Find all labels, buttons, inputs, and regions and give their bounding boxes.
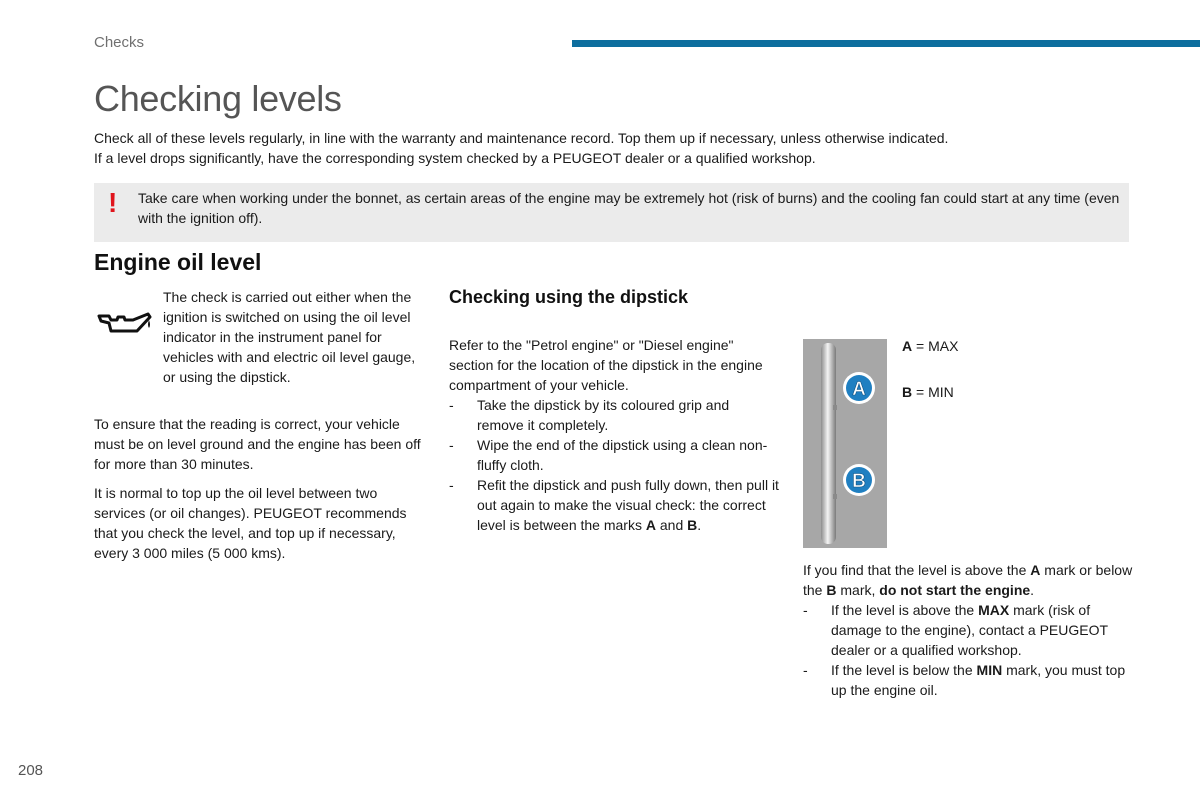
level-result-list (803, 600, 1133, 700)
list-item: - Refit the dipstick and push fully down, then pull it out again to make the visual check: the correct level is between the marks A and B. (449, 477, 779, 533)
page-title: Checking levels (94, 78, 342, 119)
dipstick-steps (449, 395, 779, 535)
warning-box (94, 183, 1129, 242)
level-result-intro: If you find that the level is above the A mark or below the B mark, do not start the engine. (803, 562, 1133, 598)
level-result (803, 560, 1133, 700)
top-up-text: It is normal to top up the oil level between two services (or oil changes). PEUGEOT recommends that you check the level, and top up if necessary, every 3 000 miles (5 000 kms). (94, 485, 407, 561)
page-number: 208 (18, 762, 44, 779)
dipstick-figure (803, 339, 887, 548)
intro-text (94, 128, 1134, 168)
legend-b: B = MIN (902, 384, 954, 400)
mark-a-letter: A (852, 379, 866, 400)
warning-text: Take care when working under the bonnet, as certain areas of the engine may be extremely hot (risk of burns) and the cooling fan could start at any time (even with the ignition off). (138, 190, 1120, 226)
mark-b-letter: B (852, 471, 866, 492)
dipstick-heading: Checking using the dipstick (449, 287, 689, 307)
mark-a-badge (843, 372, 875, 404)
dipstick-instructions (449, 335, 779, 535)
oil-can-icon (96, 307, 154, 337)
dipstick-intro: Refer to the "Petrol engine" or "Diesel engine" section for the location of the dipstick in the engine compartment of your vehicle. (449, 337, 763, 393)
legend-a: A = MAX (902, 338, 959, 354)
list-item: - Take the dipstick by its coloured grip and remove it completely. (449, 397, 730, 433)
oil-indicator-text: The check is carried out either when the ignition is switched on using the oil level indicator in the instrument panel for vehicles with and electric oil level gauge, or using the dipstick. (163, 289, 416, 385)
intro-line-1: Check all of these levels regularly, in line with the warranty and maintenance record. Top them up if necessary, unless otherwise indicated. (94, 130, 949, 146)
header-accent-bar (572, 40, 1200, 47)
list-item: - If the level is below the MIN mark, you must top up the engine oil. (803, 662, 1126, 698)
list-item: - If the level is above the MAX mark (risk of damage to the engine), contact a PEUGEOT dealer or a qualified workshop. (803, 602, 1108, 658)
engine-oil-heading: Engine oil level (94, 249, 262, 275)
level-ground-text: To ensure that the reading is correct, your vehicle must be on level ground and the engine has been off for more than 30 minutes. (94, 416, 421, 472)
list-item: - Wipe the end of the dipstick using a clean non-fluffy cloth. (449, 437, 768, 473)
section-label: Checks (94, 34, 145, 51)
intro-line-2: If a level drops significantly, have the corresponding system checked by a PEUGEOT dealer or a qualified workshop. (94, 150, 816, 166)
warning-exclamation-icon: ! (108, 187, 118, 218)
mark-b-badge (843, 464, 875, 496)
